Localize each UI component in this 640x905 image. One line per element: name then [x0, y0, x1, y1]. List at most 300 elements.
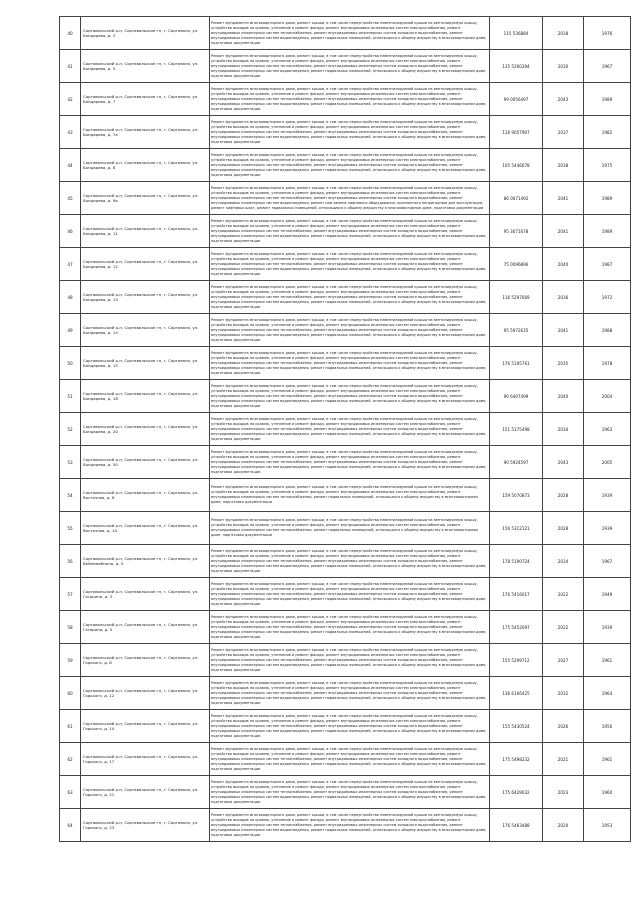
- build-year-cell-text: 1963: [601, 426, 613, 432]
- cost-cell: [490, 182, 543, 215]
- build-year-cell: [584, 446, 631, 479]
- build-year-cell: [584, 743, 631, 776]
- row-number: [60, 347, 81, 380]
- work-description-cell: [210, 479, 490, 512]
- work-description-cell: [210, 413, 490, 446]
- address-cell: [81, 182, 210, 215]
- row-number-text: 40: [67, 30, 73, 36]
- planned-year-cell: [543, 149, 584, 182]
- cost-cell-text: 176 5416017: [502, 591, 530, 597]
- build-year-cell: [584, 17, 631, 50]
- address-cell: [81, 83, 210, 116]
- planned-year-cell: [543, 17, 584, 50]
- row-number-text: 49: [67, 327, 73, 333]
- table-row: [60, 413, 631, 446]
- cost-cell: [490, 347, 543, 380]
- address-cell-text: Сортавальский р-н, Сортавальское гп, г. Сортавала, ул. Бондарева, д. 15: [83, 357, 199, 368]
- work-description-cell-text: Ремонт фундамента многоквартирного дома, ремонт крыши, в том числе переустройство невентилируемой крыши на вентилируемую крышу, устройство выходов на кровлю, утепление и ремонт фасада, ремонт внутридомовых инженерных систем электроснабжения, ремонт внутридомовых инженерных систем теплоснабжения, ремонт внутридомовых инженерных систем холодного водоснабжения, ремонт внутридомовых инженерных систем водоотведения, ремонт подвальных помещений, относящихся к общему имуществу в многоквартирном доме, подготовка документации: [211, 383, 487, 408]
- work-description-cell: [210, 182, 490, 215]
- work-description-cell-text: Ремонт фундамента многоквартирного дома, ремонт крыши, в том числе переустройство невентилируемой крыши на вентилируемую крышу, устройство выходов на кровлю, утепление и ремонт фасада, ремонт внутридомовых инженерных систем электроснабжения, ремонт внутридомовых инженерных систем теплоснабжения, ремонт внутридомовых инженерных систем холодного водоснабжения, ремонт внутридомовых инженерных систем водоотведения, ремонт подвальных помещений, относящихся к общему имуществу в многоквартирном доме, подготовка документации: [211, 86, 487, 111]
- table-row: [60, 644, 631, 677]
- row-number-text: 58: [67, 624, 73, 630]
- cost-cell: [490, 413, 543, 446]
- planned-year-cell-text: 2040: [557, 393, 569, 399]
- build-year-cell: [584, 50, 631, 83]
- work-description-cell: [210, 281, 490, 314]
- work-description-cell-text: Ремонт фундамента многоквартирного дома, ремонт крыши, в том числе переустройство невентилируемой крыши на вентилируемую крышу, устройство выходов на кровлю, утепление и ремонт фасада, ремонт внутридомовых инженерных систем электроснабжения, ремонт внутридомовых инженерных систем теплоснабжения, ремонт подвальных помещений, относящихся к общему имуществу в многоквартирном доме, подготовка документации: [211, 485, 478, 504]
- address-cell: [81, 17, 210, 50]
- address-cell-text: Сортавальский р-н, Сортавальское гп, г. Сортавала, ул. Бондарева, д. 7: [83, 93, 199, 104]
- address-cell-text: Сортавальский р-н, Сортавальское гп, г. Сортавала, ул. Бондарева, д. 18: [83, 390, 199, 401]
- work-description-cell: [210, 215, 490, 248]
- work-description-cell: [210, 710, 490, 743]
- table-row: [60, 281, 631, 314]
- work-description-cell-text: Ремонт фундамента многоквартирного дома, ремонт крыши, в том числе переустройство невентилируемой крыши на вентилируемую крышу, устройство выходов на кровлю, утепление и ремонт фасада, ремонт внутридомовых инженерных систем электроснабжения, ремонт внутридомовых инженерных систем теплоснабжения, ремонт подвальных помещений, относящихся к общему имуществу в многоквартирном доме, подготовка документации: [211, 518, 478, 537]
- build-year-cell: [584, 413, 631, 446]
- row-number-text: 48: [67, 294, 73, 300]
- table-row: [60, 50, 631, 83]
- table-row: [60, 116, 631, 149]
- work-description-cell-text: Ремонт фундамента многоквартирного дома, ремонт крыши, в том числе переустройство невентилируемой крыши на вентилируемую крышу, устройство выходов на кровлю, утепление и ремонт фасада, ремонт внутридомовых инженерных систем электроснабжения, ремонт внутридомовых инженерных систем теплоснабжения, ремонт внутридомовых инженерных систем холодного водоснабжения, ремонт внутридомовых инженерных систем водоотведения, ремонт или замена лифтового оборудования, признанного непригодным для эксплуатации, ремонт лифтовых шахт, ремонт подвальных помещений, относящихся к общему имуществу в многоквартирном доме, подготовка документации: [211, 185, 484, 210]
- work-description-cell-text: Ремонт фундамента многоквартирного дома, ремонт крыши, в том числе переустройство невентилируемой крыши на вентилируемую крышу, устройство выходов на кровлю, утепление и ремонт фасада, ремонт внутридомовых инженерных систем электроснабжения, ремонт внутридомовых инженерных систем теплоснабжения, ремонт внутридомовых инженерных систем холодного водоснабжения, ремонт внутридомовых инженерных систем водоотведения, ремонт подвальных помещений, относящихся к общему имуществу в многоквартирном доме, подготовка документации: [211, 614, 487, 639]
- planned-year-cell-text: 2027: [557, 657, 569, 663]
- row-number-text: 59: [67, 657, 73, 663]
- planned-year-cell-text: 2022: [557, 591, 569, 597]
- build-year-cell: [584, 215, 631, 248]
- build-year-cell-text: 1939: [601, 624, 613, 630]
- row-number: [60, 182, 81, 215]
- work-description-cell-text: Ремонт фундамента многоквартирного дома, ремонт крыши, в том числе переустройство невентилируемой крыши на вентилируемую крышу, устройство выходов на кровлю, утепление и ремонт фасада, ремонт внутридомовых инженерных систем электроснабжения, ремонт внутридомовых инженерных систем теплоснабжения, ремонт внутридомовых инженерных систем холодного водоснабжения, ремонт внутридомовых инженерных систем водоотведения, ремонт подвальных помещений, относящихся к общему имуществу в многоквартирном доме, подготовка документации: [211, 317, 487, 342]
- planned-year-cell: [543, 116, 584, 149]
- work-description-cell-text: Ремонт фундамента многоквартирного дома, ремонт крыши, в том числе переустройство невентилируемой крыши на вентилируемую крышу, устройство выходов на кровлю, утепление и ремонт фасада, ремонт внутридомовых инженерных систем электроснабжения, ремонт внутридомовых инженерных систем теплоснабжения, ремонт внутридомовых инженерных систем холодного водоснабжения, ремонт внутридомовых инженерных систем водоотведения, ремонт подвальных помещений, относящихся к общему имуществу в многоквартирном доме, подготовка документации: [211, 53, 487, 78]
- cost-cell: [490, 578, 543, 611]
- planned-year-cell: [543, 281, 584, 314]
- row-number-text: 61: [67, 723, 73, 729]
- build-year-cell: [584, 281, 631, 314]
- row-number-text: 51: [67, 393, 73, 399]
- row-number-text: 55: [67, 525, 73, 531]
- address-cell-text: Сортавальский р-н, Сортавальское гп, г. Сортавала, ул. Бондарева, д. 7а: [83, 126, 199, 137]
- table-row: [60, 743, 631, 776]
- address-cell: [81, 743, 210, 776]
- planned-year-cell-text: 2041: [557, 327, 569, 333]
- cost-cell: [490, 248, 543, 281]
- address-cell: [81, 677, 210, 710]
- planned-year-cell-text: 2041: [557, 195, 569, 201]
- build-year-cell-text: 1972: [601, 294, 613, 300]
- row-number-text: 43: [67, 129, 73, 135]
- planned-year-cell-text: 2021: [557, 756, 569, 762]
- address-cell: [81, 512, 210, 545]
- address-cell: [81, 347, 210, 380]
- work-description-cell: [210, 17, 490, 50]
- cost-cell: [490, 281, 543, 314]
- cost-cell: [490, 644, 543, 677]
- address-cell: [81, 314, 210, 347]
- work-description-cell: [210, 50, 490, 83]
- row-number-text: 52: [67, 426, 73, 432]
- build-year-cell: [584, 182, 631, 215]
- build-year-cell: [584, 545, 631, 578]
- work-description-cell: [210, 314, 490, 347]
- cost-cell: [490, 710, 543, 743]
- table-row: [60, 380, 631, 413]
- table-row: [60, 710, 631, 743]
- planned-year-cell: [543, 83, 584, 116]
- cost-cell: [490, 149, 543, 182]
- address-cell: [81, 248, 210, 281]
- planned-year-cell: [543, 512, 584, 545]
- work-description-cell: [210, 380, 490, 413]
- table-row: [60, 776, 631, 809]
- work-description-cell-text: Ремонт фундамента многоквартирного дома, ремонт крыши, в том числе переустройство невентилируемой крыши на вентилируемую крышу, устройство выходов на кровлю, утепление и ремонт фасада, ремонт внутридомовых инженерных систем электроснабжения, ремонт внутридомовых инженерных систем теплоснабжения, ремонт внутридомовых инженерных систем холодного водоснабжения, ремонт внутридомовых инженерных систем водоотведения, ремонт подвальных помещений, относящихся к общему имуществу в многоквартирном доме, подготовка документации: [211, 119, 487, 144]
- table-row: [60, 314, 631, 347]
- planned-year-cell: [543, 644, 584, 677]
- cost-cell-text: 156 5312121: [502, 525, 530, 531]
- cost-cell-text: 90 5924597: [503, 459, 529, 465]
- build-year-cell-text: 1988: [601, 327, 613, 333]
- cost-cell-text: 115 536884: [503, 30, 529, 36]
- address-cell: [81, 149, 210, 182]
- address-cell-text: Сортавальский р-н, Сортавальское гп, г. Сортавала, ул. Горького, д. 8: [83, 654, 199, 665]
- work-description-cell: [210, 248, 490, 281]
- planned-year-cell: [543, 743, 584, 776]
- cost-cell-text: 176 5195761: [502, 360, 530, 366]
- planned-year-cell-text: 2043: [557, 96, 569, 102]
- cost-cell-text: 175 5498232: [502, 756, 530, 762]
- work-description-cell: [210, 809, 490, 842]
- planned-year-cell: [543, 314, 584, 347]
- work-description-cell: [210, 611, 490, 644]
- planned-year-cell: [543, 380, 584, 413]
- row-number-text: 46: [67, 228, 73, 234]
- build-year-cell-text: 1961: [601, 756, 613, 762]
- row-number: [60, 314, 81, 347]
- work-description-cell-text: Ремонт фундамента многоквартирного дома, ремонт крыши, в том числе переустройство невентилируемой крыши на вентилируемую крышу, устройство выходов на кровлю, утепление и ремонт фасада, ремонт внутридомовых инженерных систем электроснабжения, ремонт внутридомовых инженерных систем теплоснабжения, ремонт внутридомовых инженерных систем холодного водоснабжения, ремонт внутридомовых инженерных систем водоотведения, ремонт подвальных помещений, относящихся к общему имуществу в многоквартирном доме, подготовка документации: [211, 152, 487, 177]
- work-description-cell: [210, 776, 490, 809]
- planned-year-cell-text: 2032: [557, 690, 569, 696]
- address-cell-text: Сортавальский р-н, Сортавальское гп, г. Сортавала, ул. Горького, д. 23: [83, 819, 199, 830]
- table-row: [60, 347, 631, 380]
- planned-year-cell: [543, 710, 584, 743]
- build-year-cell-text: 1989: [601, 96, 613, 102]
- planned-year-cell: [543, 809, 584, 842]
- cost-cell-text: 95 3071678: [503, 228, 529, 234]
- work-description-cell-text: Ремонт фундамента многоквартирного дома, ремонт крыши, в том числе переустройство невентилируемой крыши на вентилируемую крышу, устройство выходов на кровлю, утепление и ремонт фасада, ремонт внутридомовых инженерных систем электроснабжения, ремонт внутридомовых инженерных систем теплоснабжения, ремонт внутридомовых инженерных систем холодного водоснабжения, ремонт внутридомовых инженерных систем водоотведения, ремонт подвальных помещений, относящихся к общему имуществу в многоквартирном доме, подготовка документации: [211, 713, 487, 738]
- table-row: [60, 479, 631, 512]
- cost-cell: [490, 446, 543, 479]
- work-description-cell: [210, 347, 490, 380]
- cost-cell-text: 90 6407499: [503, 393, 529, 399]
- cost-cell-text: 95 5972635: [503, 327, 529, 333]
- address-cell: [81, 644, 210, 677]
- planned-year-cell-text: 2037: [557, 129, 569, 135]
- planned-year-cell-text: 2041: [557, 228, 569, 234]
- planned-year-cell: [543, 413, 584, 446]
- build-year-cell-text: 1978: [601, 360, 613, 366]
- work-description-cell-text: Ремонт фундамента многоквартирного дома, ремонт крыши, в том числе переустройство невентилируемой крыши на вентилируемую крышу, устройство выходов на кровлю, утепление и ремонт фасада, ремонт внутридомовых инженерных систем электроснабжения, ремонт внутридомовых инженерных систем теплоснабжения, ремонт внутридомовых инженерных систем холодного водоснабжения, ремонт внутридомовых инженерных систем водоотведения, ремонт подвальных помещений, относящихся к общему имуществу в многоквартирном доме, подготовка документации: [211, 350, 487, 375]
- planned-year-cell-text: 2036: [557, 294, 569, 300]
- planned-year-cell: [543, 578, 584, 611]
- row-number-text: 41: [67, 63, 73, 69]
- planned-year-cell-text: 2043: [557, 459, 569, 465]
- build-year-cell-text: 1989: [601, 228, 613, 234]
- row-number: [60, 380, 81, 413]
- address-cell-text: Сортавальский р-н, Сортавальское гп, г. Сортавала, ул. Восточная, д. 10: [83, 522, 199, 533]
- address-cell: [81, 380, 210, 413]
- row-number: [60, 17, 81, 50]
- address-cell-text: Сортавальский р-н, Сортавальское гп, г. Сортавала, ул. Горького, д. 21: [83, 786, 199, 797]
- table-row: [60, 545, 631, 578]
- work-description-cell-text: Ремонт фундамента многоквартирного дома, ремонт крыши, в том числе переустройство невентилируемой крыши на вентилируемую крышу, устройство выходов на кровлю, утепление и ремонт фасада, ремонт внутридомовых инженерных систем электроснабжения, ремонт внутридомовых инженерных систем теплоснабжения, ремонт внутридомовых инженерных систем холодного водоснабжения, ремонт внутридомовых инженерных систем водоотведения, ремонт подвальных помещений, относящихся к общему имуществу в многоквартирном доме, подготовка документации: [211, 218, 487, 243]
- table-row: [60, 149, 631, 182]
- address-cell-text: Сортавальский р-н, Сортавальское гп, г. Сортавала, ул. Бондарева, д. 20: [83, 423, 199, 434]
- address-cell-text: Сортавальский р-н, Сортавальское гп, г. Сортавала, ул. Бондарева, д. 3: [83, 27, 199, 38]
- address-cell-text: Сортавальский р-н, Сортавальское гп, г. Сортавала, ул. Бондарева, д. 12: [83, 258, 199, 269]
- address-cell-text: Сортавальский р-н, Сортавальское гп, г. Сортавала, ул. Вейнемейнена, д. 5: [83, 555, 199, 566]
- work-description-cell: [210, 83, 490, 116]
- table-row: [60, 677, 631, 710]
- cost-cell-text: 175 6429032: [502, 789, 530, 795]
- address-cell: [81, 776, 210, 809]
- planned-year-cell-text: 2035: [557, 360, 569, 366]
- build-year-cell: [584, 380, 631, 413]
- row-number: [60, 809, 81, 842]
- build-year-cell-text: 1939: [601, 492, 613, 498]
- build-year-cell-text: 1953: [601, 822, 613, 828]
- work-description-cell-text: Ремонт фундамента многоквартирного дома, ремонт крыши, в том числе переустройство невентилируемой крыши на вентилируемую крышу, устройство выходов на кровлю, утепление и ремонт фасада, ремонт внутридомовых инженерных систем электроснабжения, ремонт внутридомовых инженерных систем теплоснабжения, ремонт внутридомовых инженерных систем холодного водоснабжения, ремонт внутридомовых инженерных систем водоотведения, ремонт подвальных помещений, относящихся к общему имуществу в многоквартирном доме, подготовка документации: [211, 647, 487, 672]
- address-cell-text: Сортавальский р-н, Сортавальское гп, г. Сортавала, ул. Гагарина, д. 3: [83, 588, 199, 599]
- cost-cell-text: 75 0096896: [503, 261, 529, 267]
- address-cell-text: Сортавальский р-н, Сортавальское гп, г. Сортавала, ул. Восточная, д. 8: [83, 489, 199, 500]
- work-description-cell-text: Ремонт фундамента многоквартирного дома, ремонт крыши, в том числе переустройство невентилируемой крыши на вентилируемую крышу, устройство выходов на кровлю, утепление и ремонт фасада, ремонт внутридомовых инженерных систем электроснабжения, ремонт внутридомовых инженерных систем теплоснабжения, ремонт внутридомовых инженерных систем холодного водоснабжения, ремонт внутридомовых инженерных систем водоотведения, ремонт подвальных помещений, относящихся к общему имуществу в многоквартирном доме, подготовка документации: [211, 449, 487, 474]
- row-number: [60, 512, 81, 545]
- planned-year-cell-text: 2030: [557, 63, 569, 69]
- build-year-cell-text: 1956: [601, 723, 613, 729]
- cost-cell: [490, 17, 543, 50]
- row-number: [60, 611, 81, 644]
- cost-cell: [490, 809, 543, 842]
- address-cell-text: Сортавальский р-н, Сортавальское гп, г. Сортавала, ул. Бондарева, д. 50: [83, 456, 199, 467]
- row-number-text: 45: [67, 195, 73, 201]
- planned-year-cell: [543, 479, 584, 512]
- address-cell: [81, 215, 210, 248]
- address-cell-text: Сортавальский р-н, Сортавальское гп, г. Сортавала, ул. Горького, д. 12: [83, 687, 199, 698]
- cost-cell-text: 175 5452097: [502, 624, 530, 630]
- row-number-text: 62: [67, 756, 73, 762]
- cost-cell: [490, 677, 543, 710]
- cost-cell: [490, 611, 543, 644]
- row-number: [60, 743, 81, 776]
- cost-cell-text: 116 5297669: [502, 294, 530, 300]
- work-description-cell: [210, 677, 490, 710]
- table-row: [60, 512, 631, 545]
- cost-cell-text: 135 5260394: [502, 63, 530, 69]
- cost-cell-text: 155 5299712: [502, 657, 530, 663]
- build-year-cell: [584, 116, 631, 149]
- address-cell-text: Сортавальский р-н, Сортавальское гп, г. Сортавала, ул. Горького, д. 17: [83, 753, 199, 764]
- cost-cell-text: 99 0056497: [503, 96, 529, 102]
- row-number: [60, 50, 81, 83]
- table-row: [60, 248, 631, 281]
- build-year-cell: [584, 776, 631, 809]
- row-number: [60, 644, 81, 677]
- planned-year-cell-text: 2038: [557, 162, 569, 168]
- work-description-cell-text: Ремонт фундамента многоквартирного дома, ремонт крыши, в том числе переустройство невентилируемой крыши на вентилируемую крышу, устройство выходов на кровлю, утепление и ремонт фасада, ремонт внутридомовых инженерных систем электроснабжения, ремонт внутридомовых инженерных систем теплоснабжения, ремонт внутридомовых инженерных систем холодного водоснабжения, ремонт внутридомовых инженерных систем водоотведения, ремонт подвальных помещений, относящихся к общему имуществу в многоквартирном доме, подготовка документации: [211, 779, 487, 804]
- work-description-cell-text: Ремонт фундамента многоквартирного дома, ремонт крыши, в том числе переустройство невентилируемой крыши на вентилируемую крышу, устройство выходов на кровлю, утепление и ремонт фасада, ремонт внутридомовых инженерных систем электроснабжения, ремонт внутридомовых инженерных систем теплоснабжения, ремонт внутридомовых инженерных систем холодного водоснабжения, ремонт внутридомовых инженерных систем водоотведения, ремонт подвальных помещений, относящихся к общему имуществу в многоквартирном доме, подготовка документации: [211, 251, 487, 276]
- planned-year-cell: [543, 545, 584, 578]
- address-cell: [81, 545, 210, 578]
- address-cell-text: Сортавальский р-н, Сортавальское гп, г. Сортавала, ул. Горького, д. 14: [83, 720, 199, 731]
- build-year-cell-text: 1987: [601, 261, 613, 267]
- cost-cell-text: 155 5430524: [502, 723, 530, 729]
- planned-year-cell: [543, 215, 584, 248]
- cost-cell: [490, 479, 543, 512]
- work-description-cell-text: Ремонт фундамента многоквартирного дома, ремонт крыши, в том числе переустройство невентилируемой крыши на вентилируемую крышу, устройство выходов на кровлю, утепление и ремонт фасада, ремонт внутридомовых инженерных систем электроснабжения, ремонт внутридомовых инженерных систем теплоснабжения, ремонт внутридомовых инженерных систем холодного водоснабжения, ремонт внутридомовых инженерных систем водоотведения, ремонт подвальных помещений, относящихся к общему имуществу в многоквартирном доме, подготовка документации: [211, 581, 487, 606]
- build-year-cell-text: 1960: [601, 789, 613, 795]
- table-row: [60, 182, 631, 215]
- work-description-cell-text: Ремонт фундамента многоквартирного дома, ремонт крыши, в том числе переустройство невентилируемой крыши на вентилируемую крышу, устройство выходов на кровлю, утепление и ремонт фасада, ремонт внутридомовых инженерных систем электроснабжения, ремонт внутридомовых инженерных систем теплоснабжения, ремонт внутридомовых инженерных систем холодного водоснабжения, ремонт внутридомовых инженерных систем водоотведения, ремонт подвальных помещений, относящихся к общему имуществу в многоквартирном доме, подготовка документации: [211, 20, 487, 45]
- build-year-cell: [584, 578, 631, 611]
- planned-year-cell: [543, 611, 584, 644]
- address-cell-text: Сортавальский р-н, Сортавальское гп, г. Сортавала, ул. Бондарева, д. 13: [83, 291, 199, 302]
- address-cell: [81, 50, 210, 83]
- build-year-cell-text: 1964: [601, 690, 613, 696]
- work-description-cell: [210, 644, 490, 677]
- build-year-cell-text: 1982: [601, 129, 613, 135]
- row-number-text: 44: [67, 162, 73, 168]
- planned-year-cell-text: 2028: [557, 525, 569, 531]
- planned-year-cell-text: 2020: [557, 822, 569, 828]
- build-year-cell: [584, 149, 631, 182]
- row-number-text: 53: [67, 459, 73, 465]
- row-number-text: 64: [67, 822, 73, 828]
- work-description-cell-text: Ремонт фундамента многоквартирного дома, ремонт крыши, в том числе переустройство невентилируемой крыши на вентилируемую крышу, устройство выходов на кровлю, утепление и ремонт фасада, ремонт внутридомовых инженерных систем электроснабжения, ремонт внутридомовых инженерных систем теплоснабжения, ремонт внутридомовых инженерных систем холодного водоснабжения, ремонт внутридомовых инженерных систем водоотведения, ремонт подвальных помещений, относящихся к общему имуществу в многоквартирном доме, подготовка документации: [211, 416, 487, 441]
- build-year-cell: [584, 83, 631, 116]
- work-description-cell-text: Ремонт фундамента многоквартирного дома, ремонт крыши, в том числе переустройство невентилируемой крыши на вентилируемую крышу, устройство выходов на кровлю, утепление и ремонт фасада, ремонт внутридомовых инженерных систем электроснабжения, ремонт внутридомовых инженерных систем теплоснабжения, ремонт внутридомовых инженерных систем холодного водоснабжения, ремонт внутридомовых инженерных систем водоотведения, ремонт подвальных помещений, относящихся к общему имуществу в многоквартирном доме, подготовка документации: [211, 680, 487, 705]
- work-description-cell-text: Ремонт фундамента многоквартирного дома, ремонт крыши, в том числе переустройство невентилируемой крыши на вентилируемую крышу, устройство выходов на кровлю, утепление и ремонт фасада, ремонт внутридомовых инженерных систем электроснабжения, ремонт внутридомовых инженерных систем теплоснабжения, ремонт внутридомовых инженерных систем холодного водоснабжения, ремонт внутридомовых инженерных систем водоотведения, ремонт подвальных помещений, относящихся к общему имуществу в многоквартирном доме, подготовка документации: [211, 548, 487, 573]
- work-description-cell-text: Ремонт фундамента многоквартирного дома, ремонт крыши, в том числе переустройство невентилируемой крыши на вентилируемую крышу, устройство выходов на кровлю, утепление и ремонт фасада, ремонт внутридомовых инженерных систем электроснабжения, ремонт внутридомовых инженерных систем теплоснабжения, ремонт внутридомовых инженерных систем холодного водоснабжения, ремонт внутридомовых инженерных систем водоотведения, ремонт подвальных помещений, относящихся к общему имуществу в многоквартирном доме, подготовка документации: [211, 284, 487, 309]
- build-year-cell: [584, 809, 631, 842]
- row-number: [60, 149, 81, 182]
- build-year-cell: [584, 248, 631, 281]
- build-year-cell-text: 1949: [601, 591, 613, 597]
- address-cell-text: Сортавальский р-н, Сортавальское гп, г. Сортавала, ул. Бондарева, д. 9а: [83, 192, 199, 203]
- build-year-cell: [584, 314, 631, 347]
- cost-cell: [490, 380, 543, 413]
- cost-cell: [490, 314, 543, 347]
- planned-year-cell-text: 2034: [557, 426, 569, 432]
- address-cell-text: Сортавальский р-н, Сортавальское гп, г. Сортавала, ул. Бондарева, д. 14: [83, 324, 199, 335]
- planned-year-cell-text: 2023: [557, 789, 569, 795]
- build-year-cell: [584, 677, 631, 710]
- planned-year-cell: [543, 248, 584, 281]
- row-number: [60, 83, 81, 116]
- table-row: [60, 611, 631, 644]
- table-row: [60, 83, 631, 116]
- repair-program-table: [59, 16, 631, 842]
- planned-year-cell-text: 2034: [557, 558, 569, 564]
- cost-cell-text: 116 9057907: [502, 129, 530, 135]
- row-number-text: 60: [67, 690, 73, 696]
- work-description-cell: [210, 545, 490, 578]
- row-number-text: 47: [67, 261, 73, 267]
- cost-cell: [490, 776, 543, 809]
- cost-cell-text: 105 5446678: [502, 162, 530, 168]
- cost-cell: [490, 50, 543, 83]
- planned-year-cell-text: 2026: [557, 723, 569, 729]
- table-row: [60, 215, 631, 248]
- row-number: [60, 215, 81, 248]
- cost-cell: [490, 743, 543, 776]
- work-description-cell: [210, 512, 490, 545]
- address-cell: [81, 809, 210, 842]
- address-cell: [81, 281, 210, 314]
- address-cell: [81, 578, 210, 611]
- work-description-cell: [210, 149, 490, 182]
- build-year-cell-text: 1967: [601, 63, 613, 69]
- planned-year-cell: [543, 677, 584, 710]
- row-number: [60, 677, 81, 710]
- planned-year-cell: [543, 182, 584, 215]
- address-cell: [81, 116, 210, 149]
- work-description-cell-text: Ремонт фундамента многоквартирного дома, ремонт крыши, в том числе переустройство невентилируемой крыши на вентилируемую крышу, устройство выходов на кровлю, утепление и ремонт фасада, ремонт внутридомовых инженерных систем электроснабжения, ремонт внутридомовых инженерных систем теплоснабжения, ремонт внутридомовых инженерных систем холодного водоснабжения, ремонт внутридомовых инженерных систем водоотведения, ремонт подвальных помещений, относящихся к общему имуществу в многоквартирном доме, подготовка документации: [211, 812, 487, 837]
- work-description-cell: [210, 743, 490, 776]
- cost-cell-text: 176 5463488: [502, 822, 530, 828]
- table-row: [60, 809, 631, 842]
- address-cell: [81, 446, 210, 479]
- planned-year-cell: [543, 347, 584, 380]
- row-number: [60, 545, 81, 578]
- cost-cell: [490, 545, 543, 578]
- table-body: [60, 17, 631, 842]
- address-cell: [81, 479, 210, 512]
- build-year-cell-text: 1976: [601, 30, 613, 36]
- row-number: [60, 446, 81, 479]
- cost-cell: [490, 116, 543, 149]
- build-year-cell: [584, 611, 631, 644]
- planned-year-cell: [543, 50, 584, 83]
- row-number: [60, 776, 81, 809]
- address-cell: [81, 611, 210, 644]
- cost-cell: [490, 83, 543, 116]
- address-cell: [81, 710, 210, 743]
- build-year-cell: [584, 347, 631, 380]
- address-cell-text: Сортавальский р-н, Сортавальское гп, г. Сортавала, ул. Бондарева, д. 5: [83, 60, 199, 71]
- build-year-cell: [584, 512, 631, 545]
- row-number-text: 63: [67, 789, 73, 795]
- cost-cell: [490, 215, 543, 248]
- row-number: [60, 248, 81, 281]
- row-number-text: 42: [67, 96, 73, 102]
- document-page: [59, 16, 621, 842]
- planned-year-cell-text: 2040: [557, 261, 569, 267]
- table-row: [60, 17, 631, 50]
- cost-cell-text: 151 5175498: [502, 426, 530, 432]
- build-year-cell: [584, 644, 631, 677]
- row-number: [60, 578, 81, 611]
- table-row: [60, 446, 631, 479]
- cost-cell-text: 136 6166425: [502, 690, 530, 696]
- work-description-cell: [210, 578, 490, 611]
- row-number-text: 57: [67, 591, 73, 597]
- work-description-cell: [210, 116, 490, 149]
- row-number: [60, 413, 81, 446]
- build-year-cell-text: 1939: [601, 525, 613, 531]
- address-cell-text: Сортавальский р-н, Сортавальское гп, г. Сортавала, ул. Гагарина, д. 5: [83, 621, 199, 632]
- row-number-text: 56: [67, 558, 73, 564]
- planned-year-cell-text: 2038: [557, 30, 569, 36]
